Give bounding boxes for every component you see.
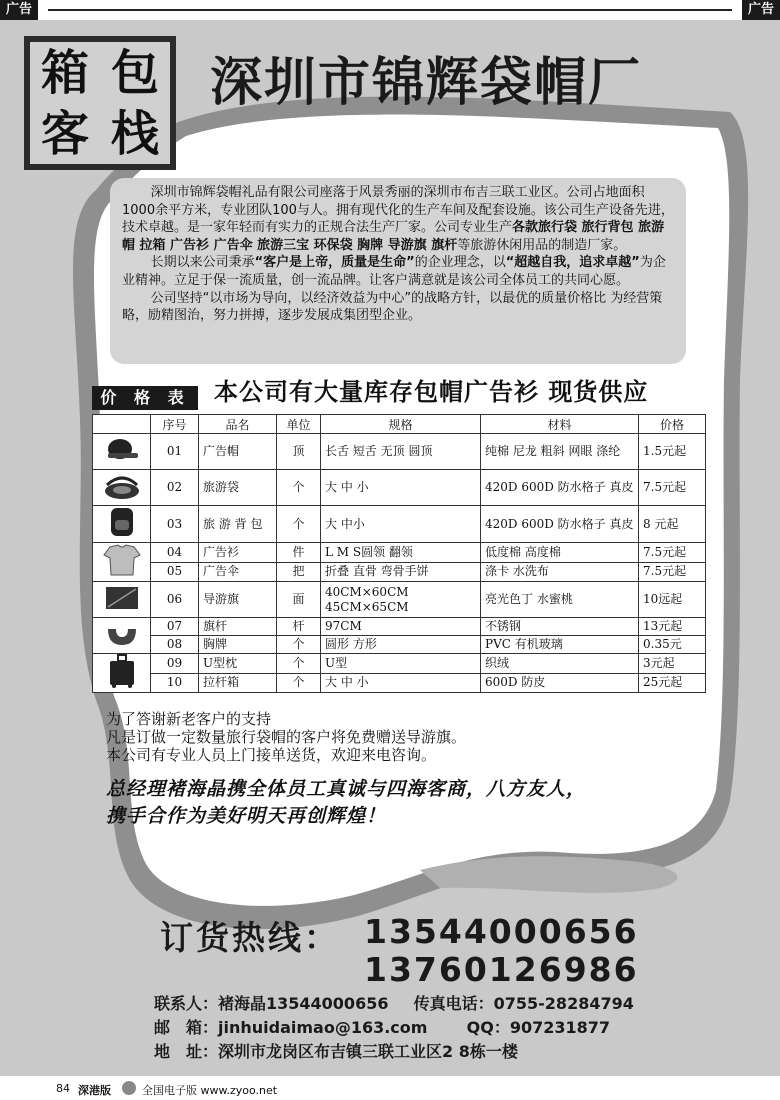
row-material: 亮光色丁 水蜜桃	[481, 582, 639, 618]
intro-p2-text: 长期以来公司秉承	[150, 255, 255, 271]
contact-row-2	[154, 1016, 634, 1040]
table-row	[93, 434, 706, 470]
table-header-row	[93, 415, 706, 434]
row-spec: 长舌 短舌 无顶 圆顶	[321, 434, 481, 470]
company-title: 深圳市锦辉袋帽厂	[210, 53, 643, 113]
row-name: 广告衫	[199, 543, 277, 563]
header-unit: 单位	[277, 415, 321, 434]
row-no: 03	[151, 506, 199, 543]
email-address[interactable]: 邮 箱：jinhuidaimao@163.com	[154, 1018, 428, 1037]
row-spec: U型	[321, 654, 481, 674]
row-price: 7.5元起	[639, 470, 706, 506]
row-unit: 面	[277, 582, 321, 618]
row-name: 胸牌	[199, 636, 277, 654]
intro-p2-mid: 的企业理念，以	[414, 255, 506, 271]
company-introduction	[110, 178, 686, 364]
intro-paragraph-1	[122, 184, 674, 254]
table-row	[93, 506, 706, 543]
row-no: 10	[151, 673, 199, 693]
row-no: 01	[151, 434, 199, 470]
row-material: 420D 600D 防水格子 真皮	[481, 506, 639, 543]
row-name: 旅 游 背 包	[199, 506, 277, 543]
row-price: 10远起	[639, 582, 706, 618]
header-no: 序号	[151, 415, 199, 434]
row-material: 不锈钢	[481, 618, 639, 636]
page-footer	[0, 1076, 780, 1100]
row-material: 低度棉 高度棉	[481, 543, 639, 563]
thanks-line-3: 本公司有专业人员上门接单送货，欢迎来电咨询。	[106, 746, 437, 764]
row-name: 广告帽	[199, 434, 277, 470]
corner-tag-right: 广告	[742, 0, 780, 20]
price-table-label: 价 格 表	[92, 386, 198, 410]
u-pillow-icon	[93, 618, 151, 654]
row-unit: 个	[277, 470, 321, 506]
row-no: 02	[151, 470, 199, 506]
manager-slogan	[106, 776, 586, 830]
contact-person: 联系人：褚海晶13544000656	[154, 994, 389, 1013]
row-price: 1.5元起	[639, 434, 706, 470]
row-material: 纯棉 尼龙 粗斜 网眼 涤纶	[481, 434, 639, 470]
row-no: 07	[151, 618, 199, 636]
qq-number: QQ：907231877	[466, 1018, 611, 1037]
table-row	[93, 470, 706, 506]
header-price: 价格	[639, 415, 706, 434]
row-unit: 把	[277, 562, 321, 582]
row-spec: 圆形 方形	[321, 636, 481, 654]
row-spec: 大 中小	[321, 506, 481, 543]
fax-number: 传真电话：0755-28284794	[413, 994, 634, 1013]
contact-info	[154, 992, 634, 1064]
row-no: 04	[151, 543, 199, 563]
intro-p1-tail: 等旅游休闲用品的制造厂家。	[457, 237, 627, 253]
intro-p2-spirit: “超越自我，追求卓越”	[505, 255, 640, 271]
row-spec: 97CM	[321, 618, 481, 636]
row-material: 600D 防皮	[481, 673, 639, 693]
tour-flag-icon	[93, 582, 151, 618]
price-table	[92, 414, 706, 693]
table-row	[93, 673, 706, 693]
stock-banner: 本公司有大量库存包帽广告衫 现货供应	[214, 378, 649, 406]
row-name: 旗杆	[199, 618, 277, 636]
row-unit: 顶	[277, 434, 321, 470]
row-no: 06	[151, 582, 199, 618]
hotline-label: 订货热线：	[160, 918, 340, 957]
header-spec: 规格	[321, 415, 481, 434]
row-no: 05	[151, 562, 199, 582]
row-spec: 40CM×60CM 45CM×65CM	[321, 582, 481, 618]
table-row	[93, 582, 706, 618]
table-row	[93, 636, 706, 654]
thanks-line-2: 凡是订做一定数量旅行袋帽的客户将免费赠送导游旗。	[106, 728, 467, 746]
row-spec: L M S圆领 翻领	[321, 543, 481, 563]
thanks-line-1: 为了答谢新老客户的支持	[106, 710, 272, 728]
row-material: 织绒	[481, 654, 639, 674]
row-name: 拉杆箱	[199, 673, 277, 693]
trolley-case-icon	[93, 654, 151, 693]
row-price: 7.5元起	[639, 562, 706, 582]
customer-thanks	[106, 710, 466, 764]
intro-p1-products: 各款旅行袋 旅行背包 旅游帽 拉箱 广告衫 广告伞 旅游三宝 环保袋 胸牌 导游旗 旗杆	[122, 220, 665, 253]
logo	[24, 36, 176, 170]
row-spec: 大 中 小	[321, 673, 481, 693]
row-material: 420D 600D 防水格子 真皮	[481, 470, 639, 506]
row-price: 8 元起	[639, 506, 706, 543]
row-unit: 件	[277, 543, 321, 563]
contact-row-1	[154, 992, 634, 1016]
header-material: 材料	[481, 415, 639, 434]
row-name: U型枕	[199, 654, 277, 674]
row-material: 涤卡 水洗布	[481, 562, 639, 582]
row-name: 旅游袋	[199, 470, 277, 506]
edition-badge-icon	[122, 1081, 136, 1095]
row-no: 08	[151, 636, 199, 654]
table-row	[93, 654, 706, 674]
table-row	[93, 618, 706, 636]
row-price: 25元起	[639, 673, 706, 693]
slogan-line-2: 携手合作为美好明天再创辉煌！	[106, 805, 387, 827]
row-spec: 折叠 直骨 弯骨手饼	[321, 562, 481, 582]
row-spec: 大 中 小	[321, 470, 481, 506]
row-price: 0.35元	[639, 636, 706, 654]
corner-tag-left: 广告	[0, 0, 38, 20]
page-number: 84	[56, 1082, 70, 1095]
row-name: 广告伞	[199, 562, 277, 582]
intro-p2-tail: 为企业精神。立足于保一流质量，创一流品牌。让客户满意就是该公司全体员工的共同心愿。	[122, 255, 666, 288]
table-row	[93, 543, 706, 563]
contact-address: 地 址：深圳市龙岗区布吉镇三联工业区2 8栋一楼	[154, 1042, 518, 1061]
logo-char-1: 箱	[40, 44, 89, 101]
header-image	[93, 415, 151, 434]
intro-p1-text: 深圳市锦辉袋帽礼品有限公司座落于风景秀丽的深圳市布吉三联工业区。公司占地面积1000余平方米，专业团队100与人。拥有现代化的生产车间及配套设施。该公司生产设备先进，技术卓越。是一家年轻而有实力的正规合法生产厂家。公司专业生产	[122, 185, 674, 236]
intro-paragraph-3: 公司坚持“以市场为导向，以经济效益为中心”的战略方针，以最优的质量价格比 为经营策略，励精图治，努力拼搏，逐步发展成集团型企业。	[122, 290, 663, 324]
table-row	[93, 562, 706, 582]
row-material: PVC 有机玻璃	[481, 636, 639, 654]
website-link[interactable]: 全国电子版 www.zyoo.net	[142, 1084, 278, 1097]
row-unit: 个	[277, 654, 321, 674]
row-no: 09	[151, 654, 199, 674]
logo-char-4: 栈	[110, 105, 159, 162]
hotline-number-2[interactable]: 13760126986	[364, 950, 639, 989]
intro-paragraph-2	[122, 254, 674, 289]
logo-char-2: 包	[110, 44, 159, 101]
row-unit: 个	[277, 673, 321, 693]
slogan-line-1: 总经理褚海晶携全体员工真诚与四海客商，八方友人，	[106, 778, 587, 800]
row-unit: 个	[277, 506, 321, 543]
row-name: 导游旗	[199, 582, 277, 618]
backpack-icon	[93, 506, 151, 543]
tshirt-icon	[93, 543, 151, 582]
edition-label: 深港版	[78, 1084, 111, 1097]
header-name: 品名	[199, 415, 277, 434]
intro-p2-motto: “客户是上帝，质量是生命”	[254, 255, 415, 271]
row-unit: 杆	[277, 618, 321, 636]
row-price: 7.5元起	[639, 543, 706, 563]
cap-icon	[93, 434, 151, 470]
logo-char-3: 客	[40, 105, 89, 162]
travel-bag-icon	[93, 470, 151, 506]
hotline-number-1[interactable]: 13544000656	[364, 912, 639, 951]
row-unit: 个	[277, 636, 321, 654]
row-price: 13元起	[639, 618, 706, 636]
row-price: 3元起	[639, 654, 706, 674]
